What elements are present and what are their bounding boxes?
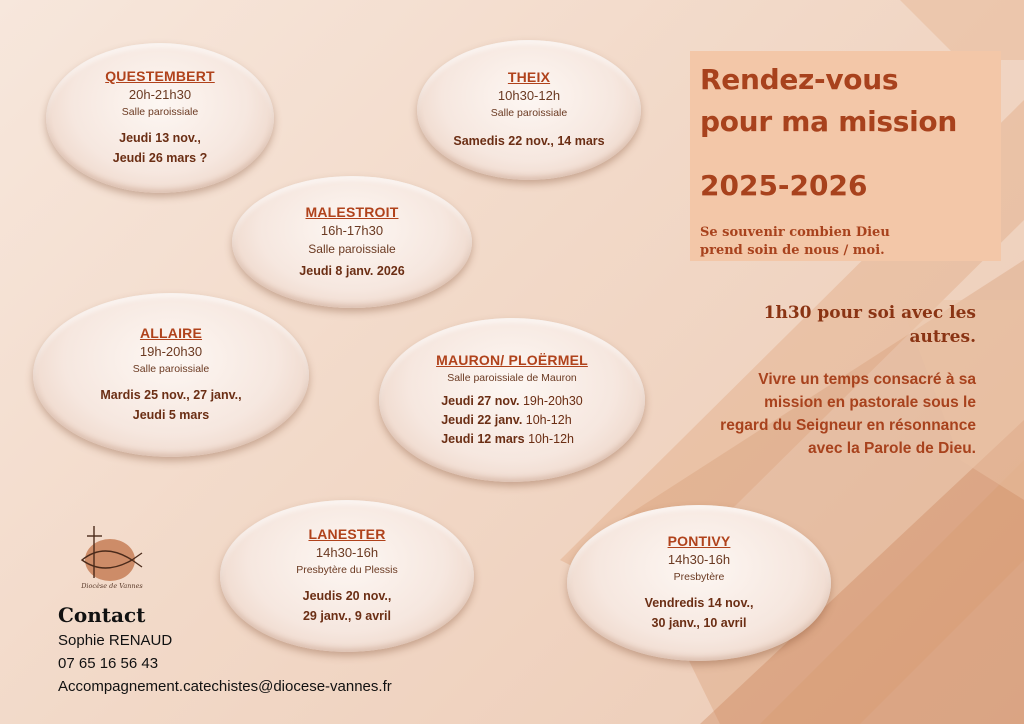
- location-date: Samedis 22 nov., 14 mars: [453, 134, 605, 148]
- contact-title: Contact: [58, 603, 146, 627]
- location-card-questembert: [46, 43, 274, 193]
- location-venue: Salle paroissiale de Mauron: [447, 371, 577, 384]
- location-date: Jeudi 8 janv. 2026: [299, 263, 405, 278]
- location-time: 16h-17h30: [320, 222, 384, 238]
- schedule-row: [441, 411, 583, 430]
- logo-caption: Diocèse de Vannes: [81, 582, 143, 590]
- schedule-row: [441, 392, 583, 411]
- schedule-date: Jeudi 22 janv.: [441, 412, 523, 427]
- location-time: 14h30-16h: [315, 545, 379, 560]
- subtitle-line: prend soin de nous / moi.: [700, 243, 885, 258]
- location-date: Jeudis 20 nov.,: [302, 589, 392, 603]
- location-name: QUESTEMBERT: [105, 68, 215, 84]
- location-name: PONTIVY: [667, 533, 731, 549]
- page-title: [700, 59, 1000, 143]
- schedule-date: Jeudi 12 mars: [441, 431, 525, 446]
- location-time: 14h30-16h: [667, 552, 731, 567]
- location-name: LANESTER: [308, 526, 386, 542]
- location-time: 10h30-12h: [497, 88, 561, 103]
- subtitle-line: Se souvenir combien Dieu: [700, 225, 890, 240]
- location-card-theix: [417, 40, 641, 180]
- contact-phone[interactable]: 07 65 16 56 43: [58, 655, 159, 672]
- schedule-row: [441, 430, 583, 449]
- location-venue: Salle paroissiale: [121, 106, 199, 118]
- location-venue: Presbytère du Plessis: [296, 564, 398, 576]
- location-venue: Salle paroissiale: [132, 363, 210, 375]
- schedule-time: 19h-20h30: [522, 393, 583, 408]
- location-name: MAURON/ PLOËRMEL: [436, 351, 588, 368]
- location-time: 20h-21h30: [128, 87, 192, 102]
- description-line: regard du Seigneur en résonnance: [720, 417, 976, 434]
- location-card-lanester: [220, 500, 474, 652]
- tagline-line: autres.: [909, 327, 976, 347]
- description: [656, 368, 976, 460]
- location-date: Mardis 25 nov., 27 janv.,: [100, 388, 242, 402]
- title-line: Rendez-vous: [700, 63, 899, 96]
- schedule-time: 10h-12h: [525, 412, 572, 427]
- location-time: 19h-20h30: [139, 344, 203, 359]
- location-date: 30 janv., 10 avril: [651, 616, 747, 630]
- location-card-mauron-ploermel: [379, 318, 645, 482]
- location-name: ALLAIRE: [139, 325, 203, 341]
- description-line: mission en pastorale sous le: [764, 394, 976, 411]
- location-card-pontivy: [567, 505, 831, 661]
- title-box: [690, 51, 1001, 261]
- title-line: pour ma mission: [700, 105, 957, 138]
- location-date: Jeudi 26 mars ?: [112, 151, 208, 165]
- location-date: Jeudi 13 nov.,: [119, 131, 201, 145]
- tagline-line: 1h30 pour soi avec les: [763, 303, 976, 323]
- description-line: avec la Parole de Dieu.: [807, 440, 976, 457]
- location-date: 29 janv., 9 avril: [302, 609, 391, 623]
- tagline: [696, 301, 976, 349]
- contact-email[interactable]: Accompagnement.catechistes@diocese-vannes.fr: [58, 678, 392, 695]
- description-line: Vivre un temps consacré à sa: [758, 371, 976, 388]
- contact-name: Sophie RENAUD: [58, 632, 173, 649]
- location-card-malestroit: [232, 176, 472, 308]
- location-card-allaire: [33, 293, 309, 457]
- location-date: Vendredis 14 nov.,: [644, 596, 754, 610]
- title-years: 2025-2026: [700, 169, 868, 202]
- location-venue: Salle paroissiale: [308, 241, 396, 256]
- location-venue: Salle paroissiale: [490, 107, 568, 119]
- location-venue: Presbytère: [673, 571, 725, 583]
- location-name: MALESTROIT: [305, 203, 399, 220]
- schedule-time: 10h-12h: [528, 431, 574, 446]
- schedule-date: Jeudi 27 nov.: [441, 393, 520, 408]
- title-subtitle: [700, 224, 990, 260]
- location-date: Jeudi 5 mars: [132, 408, 210, 422]
- location-name: THEIX: [507, 69, 551, 85]
